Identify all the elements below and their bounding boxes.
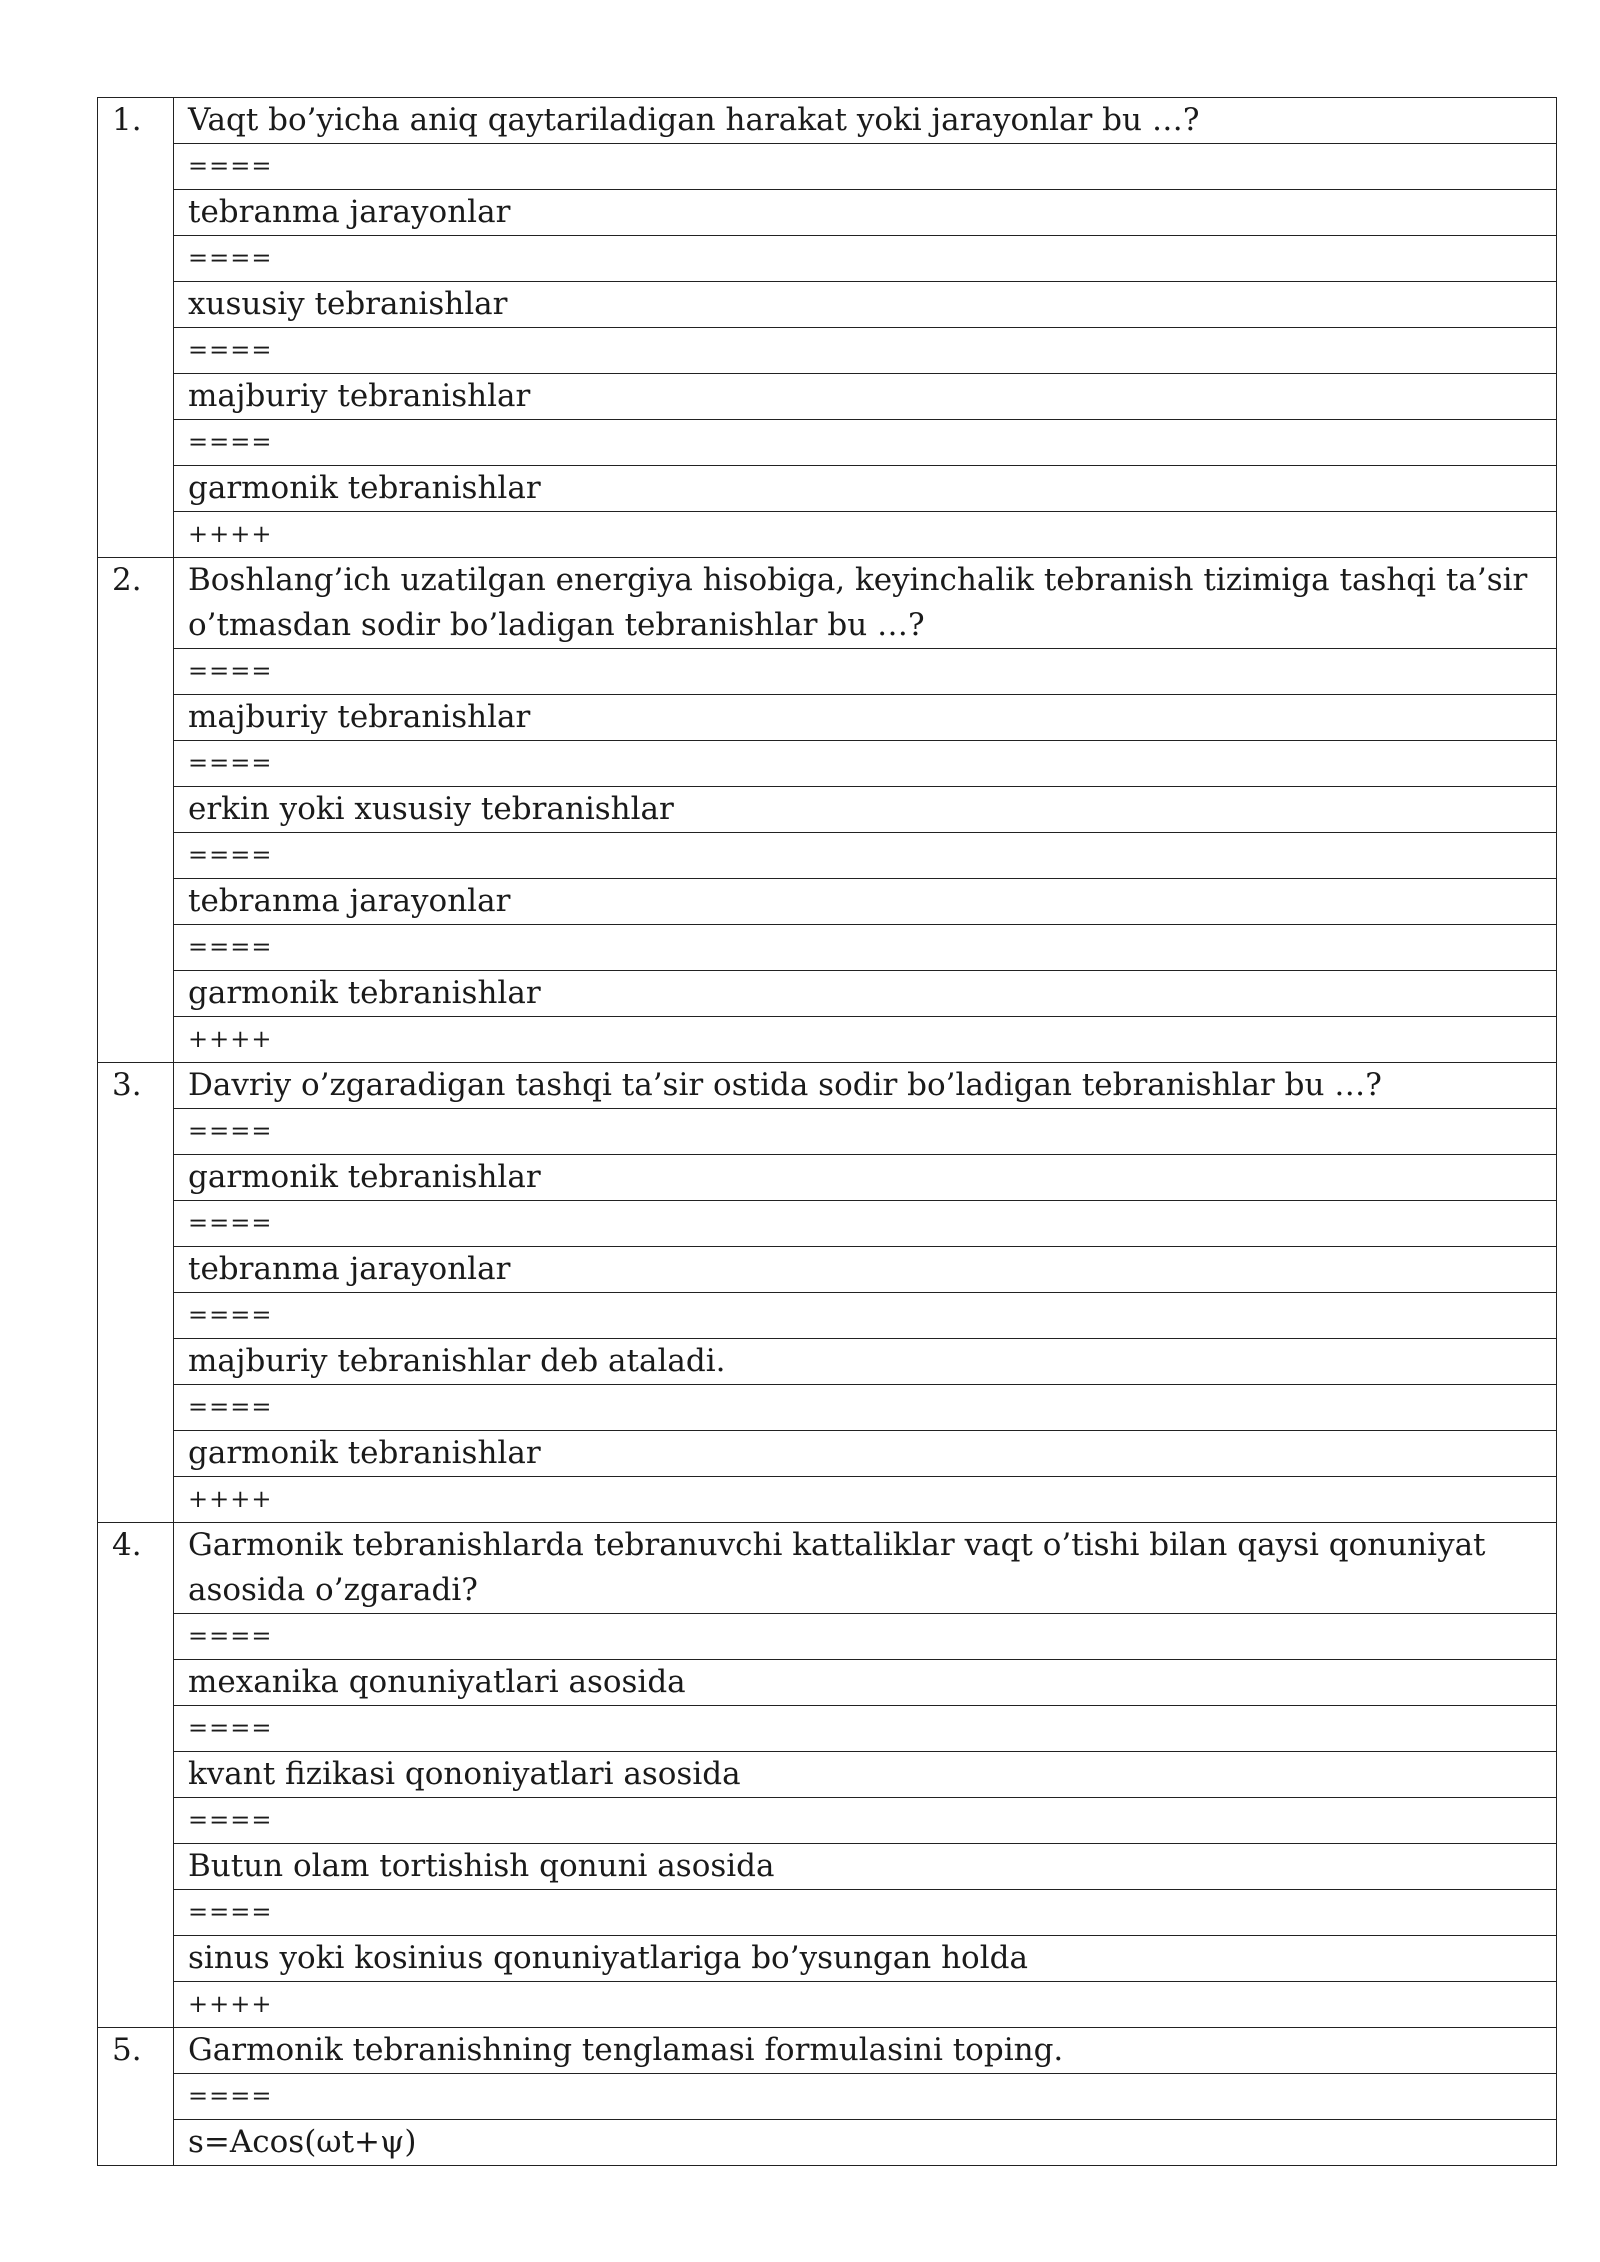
question-row [98, 98, 1557, 144]
question-row [98, 1063, 1557, 1109]
question-row [98, 1339, 1557, 1385]
question-row [98, 1385, 1557, 1431]
question-row [98, 282, 1557, 328]
question-number: 5. [98, 2028, 174, 2166]
end-marker: ++++ [174, 1982, 1557, 2028]
option-separator: ==== [174, 1890, 1557, 1936]
question-row [98, 190, 1557, 236]
question-text: Davriy o’zgaradigan tashqi ta’sir ostida sodir bo’ladigan tebranishlar bu …? [174, 1063, 1557, 1109]
question-number: 1. [98, 98, 174, 558]
option-separator: ==== [174, 649, 1557, 695]
question-row [98, 328, 1557, 374]
question-text: Garmonik tebranishning tenglamasi formulasini toping. [174, 2028, 1557, 2074]
question-row [98, 1431, 1557, 1477]
option-separator: ==== [174, 2074, 1557, 2120]
question-row [98, 1293, 1557, 1339]
question-row [98, 1614, 1557, 1660]
option-separator: ==== [174, 1385, 1557, 1431]
option-separator: ==== [174, 925, 1557, 971]
question-row [98, 466, 1557, 512]
quiz-body [98, 98, 1557, 2166]
question-row [98, 374, 1557, 420]
end-marker: ++++ [174, 1477, 1557, 1523]
question-row [98, 2028, 1557, 2074]
question-row [98, 1017, 1557, 1063]
question-row [98, 1936, 1557, 1982]
answer-option: tebranma jarayonlar [174, 1247, 1557, 1293]
answer-option: garmonik tebranishlar [174, 466, 1557, 512]
question-text: Vaqt bo’yicha aniq qaytariladigan harakat yoki jarayonlar bu …? [174, 98, 1557, 144]
question-row [98, 971, 1557, 1017]
question-row [98, 1752, 1557, 1798]
answer-option: tebranma jarayonlar [174, 879, 1557, 925]
answer-option: garmonik tebranishlar [174, 971, 1557, 1017]
question-row [98, 558, 1557, 649]
question-number: 4. [98, 1523, 174, 2028]
question-text: Boshlang’ich uzatilgan energiya hisobiga, keyinchalik tebranish tizimiga tashqi ta’sir o’tmasdan sodir bo’ladigan tebranishlar bu …? [174, 558, 1557, 649]
question-row [98, 1706, 1557, 1752]
option-separator: ==== [174, 1798, 1557, 1844]
question-row [98, 695, 1557, 741]
question-row [98, 2074, 1557, 2120]
question-row [98, 649, 1557, 695]
question-row [98, 1523, 1557, 1614]
question-row [98, 420, 1557, 466]
answer-option: garmonik tebranishlar [174, 1431, 1557, 1477]
answer-option: xususiy tebranishlar [174, 282, 1557, 328]
end-marker: ++++ [174, 1017, 1557, 1063]
option-separator: ==== [174, 328, 1557, 374]
quiz-table [97, 97, 1557, 2166]
answer-option: kvant fizikasi qononiyatlari asosida [174, 1752, 1557, 1798]
question-row [98, 879, 1557, 925]
answer-option: Butun olam tortishish qonuni asosida [174, 1844, 1557, 1890]
question-row [98, 144, 1557, 190]
question-row [98, 925, 1557, 971]
question-row [98, 741, 1557, 787]
question-row [98, 1109, 1557, 1155]
question-row [98, 1798, 1557, 1844]
option-separator: ==== [174, 833, 1557, 879]
option-separator: ==== [174, 1293, 1557, 1339]
option-separator: ==== [174, 1109, 1557, 1155]
question-row [98, 2120, 1557, 2166]
end-marker: ++++ [174, 512, 1557, 558]
question-row [98, 512, 1557, 558]
answer-option: s=Acos(ωt+ψ) [174, 2120, 1557, 2166]
question-row [98, 236, 1557, 282]
answer-option: tebranma jarayonlar [174, 190, 1557, 236]
question-row [98, 1247, 1557, 1293]
option-separator: ==== [174, 1201, 1557, 1247]
question-row [98, 1660, 1557, 1706]
answer-option: mexanika qonuniyatlari asosida [174, 1660, 1557, 1706]
option-separator: ==== [174, 1614, 1557, 1660]
question-row [98, 787, 1557, 833]
option-separator: ==== [174, 420, 1557, 466]
option-separator: ==== [174, 144, 1557, 190]
answer-option: majburiy tebranishlar [174, 695, 1557, 741]
question-row [98, 1477, 1557, 1523]
question-row [98, 1155, 1557, 1201]
question-number: 3. [98, 1063, 174, 1523]
question-row [98, 833, 1557, 879]
question-text: Garmonik tebranishlarda tebranuvchi kattaliklar vaqt o’tishi bilan qaysi qonuniyat asosida o’zgaradi? [174, 1523, 1557, 1614]
question-row [98, 1890, 1557, 1936]
question-row [98, 1201, 1557, 1247]
question-number: 2. [98, 558, 174, 1063]
answer-option: garmonik tebranishlar [174, 1155, 1557, 1201]
question-row [98, 1982, 1557, 2028]
option-separator: ==== [174, 1706, 1557, 1752]
option-separator: ==== [174, 236, 1557, 282]
question-row [98, 1844, 1557, 1890]
answer-option: sinus yoki kosinius qonuniyatlariga bo’ysungan holda [174, 1936, 1557, 1982]
answer-option: majburiy tebranishlar [174, 374, 1557, 420]
option-separator: ==== [174, 741, 1557, 787]
answer-option: majburiy tebranishlar deb ataladi. [174, 1339, 1557, 1385]
answer-option: erkin yoki xususiy tebranishlar [174, 787, 1557, 833]
